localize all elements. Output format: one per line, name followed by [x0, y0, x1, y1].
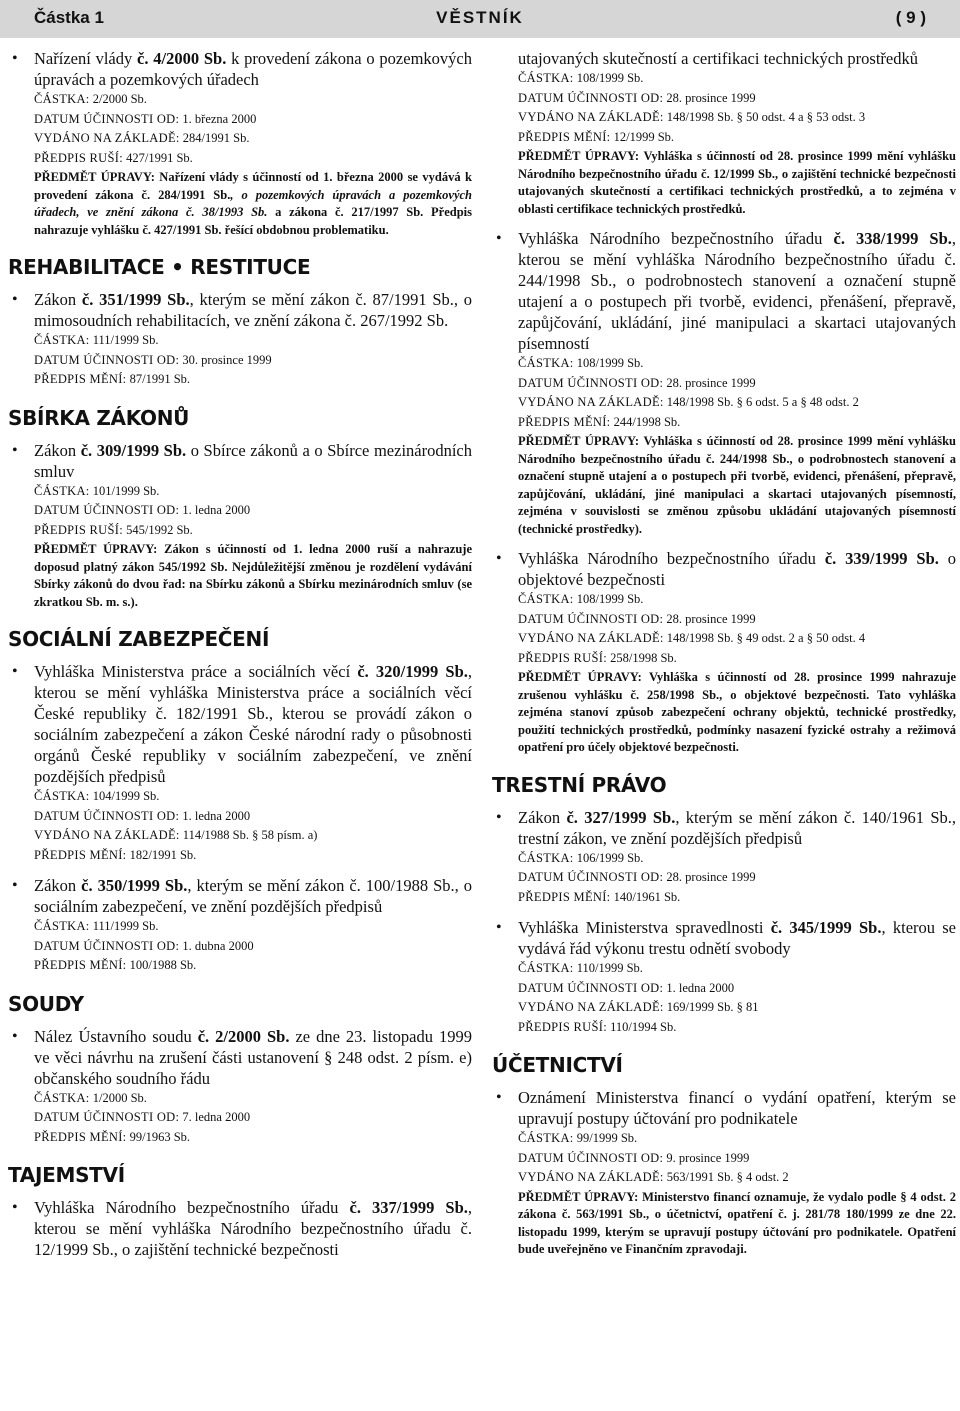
entry-title: Vyhláška Národního bezpečnostního úřadu č. 338/1999 Sb., kterou se mění vyhláška Národního bezpečnostního úřadu č. 244/1998 Sb., o podrobnostech stanovení a označení stupně utajení a o postupech při tvorbě, evidenci, přenášení, přepravě, zapůjčování, ukládání, jiné manipulaci a skartaci utajovaných písemností	[518, 229, 957, 353]
section-heading: TRESTNÍ PRÁVO	[492, 772, 667, 797]
list-item: • Vyhláška Ministerstva spravedlnosti č. 345/1999 Sb., kterou se vydává řád výkonu trestu odnětí svobody ČÁSTKA: 110/1999 Sb. DATUM ÚČINNOSTI OD: 1. ledna 2000 VYDÁNO NA ZÁKLADĚ: 169/1999 Sb. § 81 PŘEDPIS RUŠÍ: 110/1994 Sb.	[496, 918, 957, 1034]
entry-title: Vyhláška Ministerstva spravedlnosti č. 345/1999 Sb., kterou se vydává řád výkonu trestu odnětí svobody	[518, 918, 957, 958]
entry-subject: PŘEDMĚT ÚPRAVY: Zákon s účinností od 1. ledna 2000 ruší a nahrazuje doposud platný zákon 545/1992 Sb. Nejdůležitější změnou je rozdělení vydávání Sbírky zákonů do dvou řad: na Sbírku zákonů a Sbírku mezinárodních smluv (se zkratkou Sb. m. s.).	[34, 542, 472, 609]
bullet-icon: •	[496, 230, 502, 247]
section-heading: SOCIÁLNÍ ZABEZPEČENÍ	[8, 627, 270, 651]
list-item: • Oznámení Ministerstva financí o vydání opatření, kterým se upravují postupy účtování pro podnikatele ČÁSTKA: 99/1999 Sb. DATUM ÚČINNOSTI OD: 9. prosince 1999 VYDÁNO NA ZÁKLADĚ: 563/1991 Sb. § 4 odst. 2 PŘEDMĚT ÚPRAVY: Ministerstvo financí oznamuje, že vydalo podle § 4 odst. 2 zákona č. 563/1991 Sb., o účetnictví, opatření č. j. 281/78 180/1999 ze dne 22. listopadu 1999, kterým se upravují postupy účtování pro podnikatele. Opatření bude uveřejněno ve Finančním zpravodaji.	[492, 1087, 956, 1259]
list-item: utajovaných skutečností a certifikaci technických prostředků ČÁSTKA: 108/1999 Sb. DATUM ÚČINNOSTI OD: 28. prosince 1999 VYDÁNO NA ZÁKLADĚ: 148/1998 Sb. § 50 odst. 4 a § 53 odst. 3 PŘEDPIS MĚNÍ: 12/1999 Sb. PŘEDMĚT ÚPRAVY: Vyhláška s účinností od 28. prosince 1999 mění vyhlášku Národního bezpečnostního úřadu č. 12/1999 Sb., o zajištění technické bezpečnosti utajovaných skutečností a certifikaci technických prostředků, a to zejména v oblasti certifikace technických prostředků.	[492, 48, 956, 218]
list-item: • Nález Ústavního soudu č. 2/2000 Sb. ze dne 23. listopadu 1999 ve věci návrhu na zrušení části ustanovení § 248 odst. 2 písm. e) občanského soudního řádu ČÁSTKA: 1/2000 Sb. DATUM ÚČINNOSTI OD: 7. ledna 2000 PŘEDPIS MĚNÍ: 99/1963 Sb.	[12, 1026, 472, 1144]
entry-title: Zákon č. 350/1999 Sb., kterým se mění zákon č. 100/1988 Sb., o sociálním zabezpečení, ve znění pozdějších předpisů	[34, 876, 472, 916]
entry-subject: PŘEDMĚT ÚPRAVY: Ministerstvo financí oznamuje, že vydalo podle § 4 odst. 2 zákona č. 563/1991 Sb., o účetnictví, opatření č. j. 281/78 180/1999 ze dne 22. listopadu 1999, kterým se upravují postupy účtování pro podnikatele. Opatření bude uveřejněno ve Finančním zpravodaji.	[518, 1189, 956, 1256]
list-item: • Zákon č. 327/1999 Sb., kterým se mění zákon č. 140/1961 Sb., trestní zákon, ve znění pozdějších předpisů ČÁSTKA: 106/1999 Sb. DATUM ÚČINNOSTI OD: 28. prosince 1999 PŘEDPIS MĚNÍ: 140/1961 Sb.	[496, 807, 956, 904]
header-page-number: ( 9 )	[895, 8, 926, 27]
list-item: • Vyhláška Národního bezpečnostního úřadu č. 339/1999 Sb. o objektové bezpečnosti ČÁSTKA: 108/1999 Sb. DATUM ÚČINNOSTI OD: 28. prosince 1999 VYDÁNO NA ZÁKLADĚ: 148/1998 Sb. § 49 odst. 2 a § 50 odst. 4 PŘEDPIS RUŠÍ: 258/1998 Sb. PŘEDMĚT ÚPRAVY: Vyhláška s účinností od 28. prosince 1999 nahrazuje zrušenou vyhlášku č. 258/1998 Sb., o objektové bezpečnosti. Tato vyhláška zejména stanoví způsob zabezpečení ochrany objektů, technické prostředky, použití technických prostředků, podmínky nasazení fyzické ostrahy a režimová opatření pro účely objektové bezpečnosti.	[492, 548, 956, 757]
list-item: • Zákon č. 351/1999 Sb., kterým se mění zákon č. 87/1991 Sb., o mimosoudních rehabilitacích, ve znění zákona č. 267/1992 Sb. ČÁSTKA: 111/1999 Sb. DATUM ÚČINNOSTI OD: 30. prosince 1999 PŘEDPIS MĚNÍ: 87/1991 Sb.	[12, 290, 472, 386]
entry-subject: PŘEDMĚT ÚPRAVY: Vyhláška s účinností od 28. prosince 1999 mění vyhlášku Národního bezpečnostního úřadu č. 244/1998 Sb., o podrobnostech stanovení a označení stupně utajení a o postupech při tvorbě, evidenci, přenášení, přepravě, zapůjčování, ukládání, jiné manipulaci a skartaci utajovaných písemností, zejména v souvislosti se změnou způsobu ukládání utajovaných písemností (technické prostředky).	[518, 434, 957, 536]
bullet-icon: •	[12, 1027, 18, 1045]
bullet-icon: •	[496, 808, 502, 826]
list-item: • Zákon č. 309/1999 Sb. o Sbírce zákonů a o Sbírce mezinárodních smluv ČÁSTKA: 101/1999 Sb. DATUM ÚČINNOSTI OD: 1. ledna 2000 PŘEDPIS RUŠÍ: 545/1992 Sb. PŘEDMĚT ÚPRAVY: Zákon s účinností od 1. ledna 2000 ruší a nahrazuje doposud platný zákon 545/1992 Sb. Nejdůležitější změnou je rozdělení vydávání Sbírky zákonů do dvou řad: na Sbírku zákonů a Sbírku mezinárodních smluv (se zkratkou Sb. m. s.).	[8, 440, 472, 612]
entry-title: Vyhláška Ministerstva práce a sociálních věcí č. 320/1999 Sb., kterou se mění vyhláška Ministerstva práce a sociálních věcí České republiky č. 182/1991 Sb., kterou se provádí zákon o sociálním zabezpečení a zákon České národní rady o působnosti orgánů České republiky v sociálním zabezpečení, ve znění pozdějších předpisů	[34, 662, 472, 786]
page-header	[0, 0, 960, 38]
entry-subject: PŘEDMĚT ÚPRAVY: Nařízení vlády s účinností od 1. března 2000 se vydává k provedení zákona č. 284/1991 Sb., o pozemkových úpravách a pozemkových úřadech, ve znění zákona č. 38/1993 Sb. a zákona č. 217/1997 Sb. Předpis nahrazuje vyhlášku č. 427/1991 Sb. řešící obdobnou problematiku.	[34, 170, 473, 237]
entry-title: Nález Ústavního soudu č. 2/2000 Sb. ze dne 23. listopadu 1999 ve věci návrhu na zrušení části ustanovení § 248 odst. 2 písm. e) občanského soudního řádu	[34, 1026, 472, 1088]
entry-title: Oznámení Ministerstva financí o vydání opatření, kterým se upravují postupy účtování pro podnikatele	[518, 1088, 956, 1128]
bullet-icon: •	[12, 50, 18, 67]
bullet-icon: •	[12, 1199, 18, 1216]
bullet-icon: •	[12, 291, 18, 308]
entry-title: Zákon č. 309/1999 Sb. o Sbírce zákonů a o Sbírce mezinárodních smluv	[34, 440, 472, 481]
entry-title: Zákon č. 327/1999 Sb., kterým se mění zákon č. 140/1961 Sb., trestní zákon, ve znění pozdějších předpisů	[518, 807, 956, 848]
section-heading: SBÍRKA ZÁKONŮ	[8, 405, 190, 430]
list-item: • Vyhláška Národního bezpečnostního úřadu č. 338/1999 Sb., kterou se mění vyhláška Národního bezpečnostního úřadu č. 244/1998 Sb., o podrobnostech stanovení a označení stupně utajení a o postupech při tvorbě, evidenci, přenášení, přepravě, zapůjčování, ukládání, jiné manipulaci a skartaci utajovaných písemností ČÁSTKA: 108/1999 Sb. DATUM ÚČINNOSTI OD: 28. prosince 1999 VYDÁNO NA ZÁKLADĚ: 148/1998 Sb. § 6 odst. 5 a § 48 odst. 2 PŘEDPIS MĚNÍ: 244/1998 Sb. PŘEDMĚT ÚPRAVY: Vyhláška s účinností od 28. prosince 1999 mění vyhlášku Národního bezpečnostního úřadu č. 244/1998 Sb., o podrobnostech stanovení a označení stupně utajení a o postupech při tvorbě, evidenci, přenášení, přepravě, zapůjčování, ukládání, jiné manipulaci a skartaci utajovaných písemností, zejména v souvislosti se změnou způsobu ukládání utajovaných písemností (technické prostředky).	[492, 228, 956, 538]
section-heading: SOUDY	[8, 991, 84, 1016]
list-item	[8, 1197, 472, 1260]
section-heading: TAJEMSTVÍ	[8, 1163, 125, 1187]
left-column	[8, 48, 472, 1270]
entry-title: Nařízení vlády č. 4/2000 Sb. k provedení zákona o pozemkových úpravách a pozemkových úřadech	[34, 49, 472, 89]
section-heading: REHABILITACE • RESTITUCE	[8, 255, 311, 279]
bullet-icon: •	[496, 919, 502, 936]
right-column	[492, 48, 956, 1269]
entry-title: Vyhláška Národního bezpečnostního úřadu č. 339/1999 Sb. o objektové bezpečnosti	[518, 549, 957, 589]
bullet-icon: •	[12, 877, 18, 894]
header-issue: Částka 1	[34, 8, 104, 27]
section-heading: ÚČETNICTVÍ	[492, 1053, 623, 1077]
entry-subject: PŘEDMĚT ÚPRAVY: Vyhláška s účinností od 28. prosince 1999 mění vyhlášku Národního bezpečnostního úřadu č. 12/1999 Sb., o zajištění technické bezpečnosti utajovaných skutečností a certifikaci technických prostředků, a to zejména v oblasti certifikace technických prostředků.	[518, 149, 957, 216]
list-item: • Vyhláška Ministerstva práce a sociálních věcí č. 320/1999 Sb., kterou se mění vyhláška Ministerstva práce a sociálních věcí České republiky č. 182/1991 Sb., kterou se provádí zákon o sociálním zabezpečení a zákon České národní rady o působnosti orgánů České republiky v sociálním zabezpečení, ve znění pozdějších předpisů ČÁSTKA: 104/1999 Sb. DATUM ÚČINNOSTI OD: 1. ledna 2000 VYDÁNO NA ZÁKLADĚ: 114/1988 Sb. § 58 písm. a) PŘEDPIS MĚNÍ: 182/1991 Sb.	[12, 662, 472, 862]
entry-title: Zákon č. 351/1999 Sb., kterým se mění zákon č. 87/1991 Sb., o mimosoudních rehabilitacích, ve znění zákona č. 267/1992 Sb.	[34, 290, 472, 330]
bullet-icon: •	[496, 1089, 502, 1106]
entry-subject: PŘEDMĚT ÚPRAVY: Vyhláška s účinností od 28. prosince 1999 nahrazuje zrušenou vyhlášku č. 258/1998 Sb., o objektové bezpečnosti. Tato vyhláška zejména stanoví způsob zabezpečení ochrany objektů, technické prostředky, použití technických prostředků, podmínky nasazení fyzické ostrahy a režimová opatření pro účely objektové bezpečnosti.	[518, 670, 956, 754]
bullet-icon: •	[496, 550, 502, 567]
list-item: • Zákon č. 350/1999 Sb., kterým se mění zákon č. 100/1988 Sb., o sociálním zabezpečení, ve znění pozdějších předpisů ČÁSTKA: 111/1999 Sb. DATUM ÚČINNOSTI OD: 1. dubna 2000 PŘEDPIS MĚNÍ: 100/1988 Sb.	[12, 876, 472, 972]
entry-title: Vyhláška Národního bezpečnostního úřadu č. 337/1999 Sb., kterou se mění vyhláška Národního bezpečnostního úřadu č. 12/1999 Sb., o zajištění technické bezpečnosti	[34, 1198, 473, 1259]
entry-title: utajovaných skutečností a certifikaci technických prostředků	[518, 49, 918, 68]
header-title: VĚSTNÍK	[436, 8, 524, 27]
list-item: • Nařízení vlády č. 4/2000 Sb. k provedení zákona o pozemkových úpravách a pozemkových úřadech ČÁSTKA: 2/2000 Sb. DATUM ÚČINNOSTI OD: 1. března 2000 VYDÁNO NA ZÁKLADĚ: 284/1991 Sb. PŘEDPIS RUŠÍ: 427/1991 Sb. PŘEDMĚT ÚPRAVY: Nařízení vlády s účinností od 1. března 2000 se vydává k provedení zákona č. 284/1991 Sb., o pozemkových úpravách a pozemkových úřadech, ve znění zákona č. 38/1993 Sb. a zákona č. 217/1997 Sb. Předpis nahrazuje vyhlášku č. 427/1991 Sb. řešící obdobnou problematiku.	[8, 48, 472, 239]
bullet-icon: •	[12, 441, 18, 459]
bullet-icon: •	[12, 663, 18, 680]
